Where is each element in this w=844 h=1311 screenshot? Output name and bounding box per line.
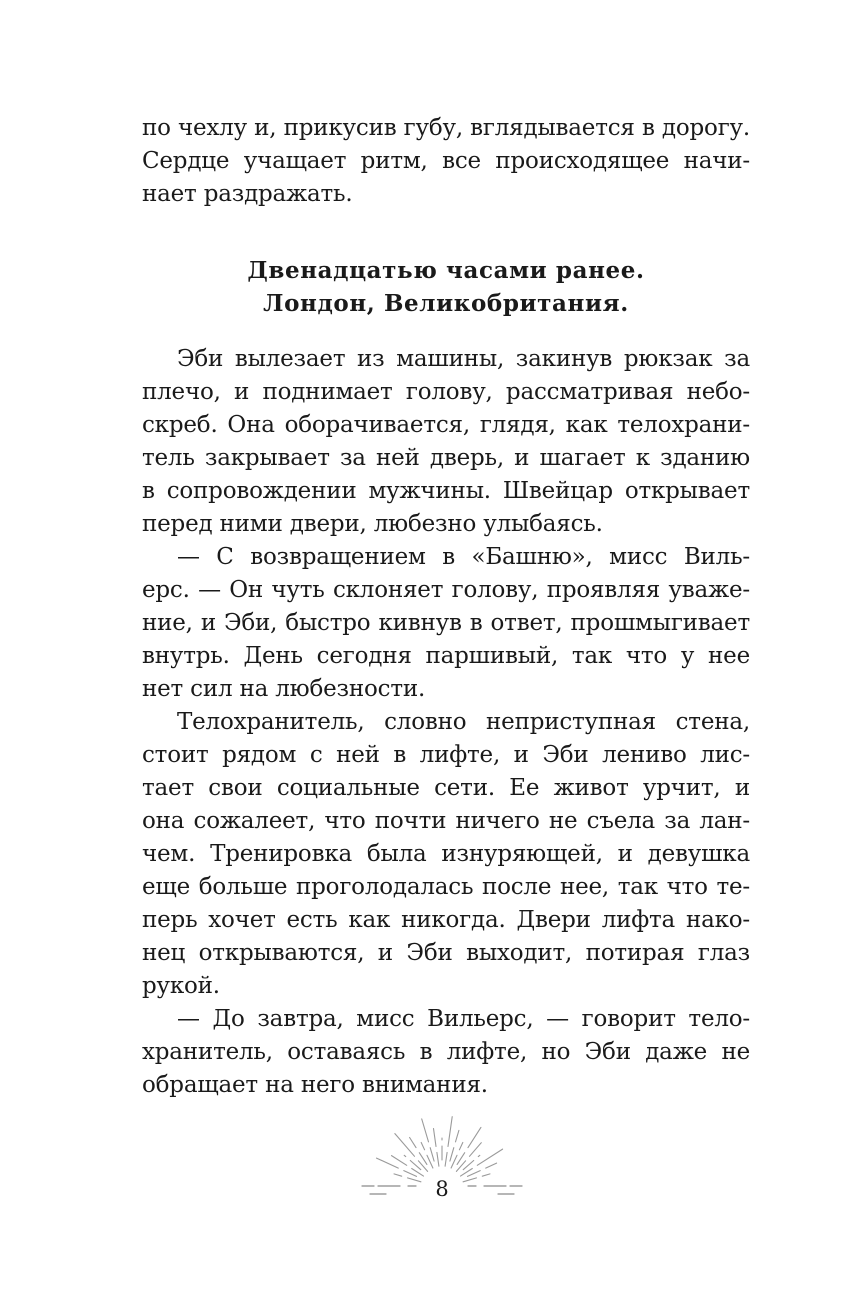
sunburst-ray bbox=[482, 1174, 490, 1176]
paragraph-4 bbox=[142, 1003, 750, 1102]
text-line: в сопровождении мужчины. Швейцар открывает bbox=[142, 478, 750, 504]
text-line: плечо, и поднимает голову, рассматривая небо- bbox=[142, 379, 750, 405]
text-line: — С возвращением в «Башню», мисс Виль- bbox=[177, 544, 750, 570]
text-line: чем. Тренировка была изнуряющей, и девушка bbox=[142, 841, 750, 867]
sunburst-ray bbox=[450, 1148, 454, 1161]
text-line: тает свои социальные сети. Ее живот урчит, и bbox=[142, 775, 750, 801]
text-line: Эби вылезает из машины, закинув рюкзак за bbox=[177, 346, 750, 372]
text-line: нец открываются, и Эби выходит, потирая глаз bbox=[142, 940, 750, 966]
sunburst-ray bbox=[477, 1149, 502, 1165]
sunburst-ray bbox=[451, 1155, 457, 1168]
sunburst-ray bbox=[448, 1117, 452, 1147]
page-number: 8 bbox=[435, 1177, 449, 1201]
sunburst-ray bbox=[445, 1152, 447, 1166]
continuation-paragraph bbox=[142, 112, 750, 211]
text-line: скреб. Она оборачивается, глядя, как телохрани- bbox=[142, 412, 750, 438]
text-line: перед ними двери, любезно улыбаясь. bbox=[142, 511, 603, 537]
text-line: — До завтра, мисс Вильерс, — говорит тело- bbox=[177, 1006, 750, 1032]
text-line: внутрь. День сегодня паршивый, так что у нее bbox=[142, 643, 750, 669]
sunburst-ray bbox=[470, 1143, 482, 1157]
sunburst-ray bbox=[478, 1155, 480, 1156]
paragraph-2 bbox=[142, 541, 750, 706]
text-line: хранитель, оставаясь в лифте, но Эби даже не bbox=[142, 1039, 750, 1065]
sunburst-ray bbox=[486, 1163, 497, 1168]
paragraph-3 bbox=[142, 706, 750, 1003]
text-line: перь хочет есть как никогда. Двери лифта нако- bbox=[142, 907, 750, 933]
paragraph-1 bbox=[142, 343, 750, 541]
text-line: ние, и Эби, быстро кивнув в ответ, прошмыгивает bbox=[142, 610, 750, 636]
sunburst-ray bbox=[421, 1143, 424, 1150]
text-line: нет сил на любезности. bbox=[142, 676, 426, 702]
sunburst-ray bbox=[404, 1155, 406, 1156]
sunburst-ray bbox=[459, 1143, 462, 1150]
sunburst-ray bbox=[456, 1130, 459, 1142]
section-heading-line: Лондон, Великобритания. bbox=[263, 290, 629, 317]
text-line: тель закрывает за ней дверь, и шагает к зданию bbox=[142, 445, 750, 471]
sunburst-ray bbox=[427, 1155, 433, 1168]
sunburst-ray bbox=[422, 1119, 429, 1142]
text-line: Телохранитель, словно неприступная стена, bbox=[177, 709, 750, 735]
section-heading bbox=[142, 254, 750, 320]
sunburst-ray bbox=[395, 1134, 415, 1157]
text-line: обращает на него внимания. bbox=[142, 1072, 488, 1098]
text-line: она сожалеет, что почти ничего не съела за лан- bbox=[142, 808, 750, 834]
sunburst-ray bbox=[392, 1156, 407, 1166]
text-line: по чехлу и, прикусив губу, вглядывается в дорогу. bbox=[142, 115, 750, 141]
sunburst-ray bbox=[410, 1138, 416, 1148]
text-line: рукой. bbox=[142, 973, 220, 999]
sunburst-ray bbox=[394, 1174, 402, 1176]
sunburst-ray bbox=[437, 1152, 439, 1166]
text-line: еще больше проголодалась после нее, так что те- bbox=[142, 874, 750, 900]
text-line: ерс. — Он чуть склоняет голову, проявляя уваже- bbox=[142, 577, 750, 603]
text-line: нает раздражать. bbox=[142, 181, 353, 207]
text-line: стоит рядом с ней в лифте, и Эби лениво лис- bbox=[142, 742, 750, 768]
sunburst-ray bbox=[377, 1158, 399, 1168]
section-heading-line: Двенадцатью часами ранее. bbox=[247, 257, 645, 284]
sunburst-ray bbox=[430, 1148, 434, 1161]
text-line: Сердце учащает ритм, все происходящее начи- bbox=[142, 148, 750, 174]
sunburst-ray bbox=[434, 1129, 437, 1147]
